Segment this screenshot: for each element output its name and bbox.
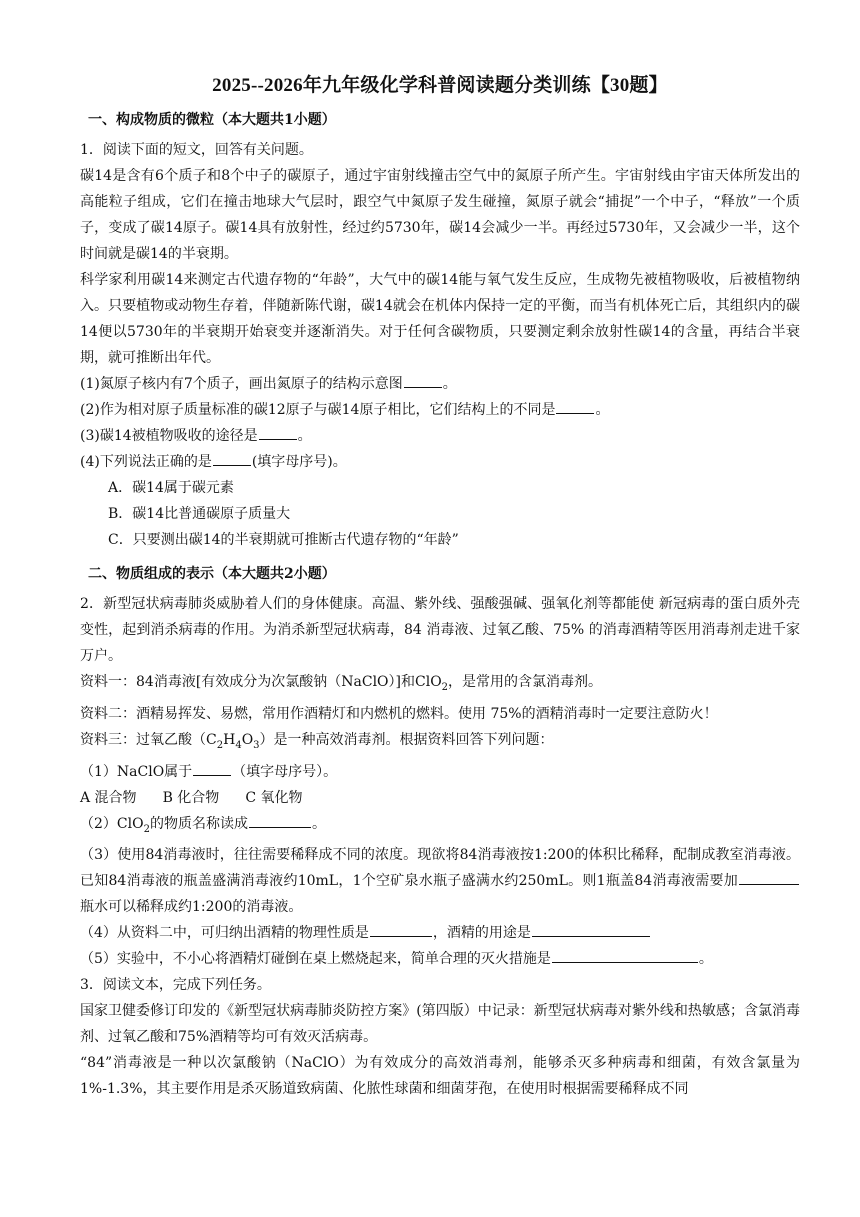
question-3-paragraph-1: 国家卫健委修订印发的《新型冠状病毒肺炎防控方案》(第四版）中记录：新型冠状病毒对紫外线和热敏感；含氯消毒剂、过氧乙酸和75%酒精等均可有效灭活病毒。	[80, 1003, 800, 1046]
answer-blank[interactable]	[213, 451, 251, 466]
subscript: 4	[235, 739, 242, 751]
question-2-1-tail: （填字母序号）。	[232, 763, 338, 780]
section-heading-1: 一、构成物质的微粒（本大题共1小题）	[88, 112, 336, 128]
period: 。	[297, 428, 312, 444]
question-1-4-text: (4)下列说法正确的是	[80, 454, 212, 470]
period: 。	[698, 951, 713, 968]
document-page	[80, 70, 800, 1102]
question-2-intro: 2．新型冠状病毒肺炎威胁着人们的身体健康。高温、紫外线、强酸强碱、强氧化剂等都能使 新冠病毒的蛋白质外壳变性，起到消杀病毒的作用。为消杀新型冠状病毒，84 消毒液、过氧乙酸、75% 的消毒酒精等医用消毒剂走进千家万户。	[80, 596, 800, 664]
question-1-1	[80, 371, 800, 397]
question-3-intro: 3．阅读文本，完成下列任务。	[80, 977, 271, 994]
question-1-intro: 1．阅读下面的短文，回答有关问题。	[80, 142, 313, 158]
question-2-2-text: （2）ClO	[80, 815, 144, 832]
formula-h: H	[223, 731, 236, 748]
formula-o: O	[241, 731, 254, 748]
option-a: A．碳14属于碳元素	[108, 480, 234, 496]
passage-paragraph-2: 科学家利用碳14来测定古代遗存物的“年龄”，大气中的碳14能与氧气发生反应，生成物先被植物吸收，后被植物纳入。只要植物或动物生存着，伴随新陈代谢，碳14就会在机体内保持一定的平衡，而当有机体死亡后，其组织内的碳14便以5730年的半衰期开始衰变并逐渐消失。对于任何含碳物质，只要测定剩余放射性碳14的含量，再结合半衰期，就可推断出年代。	[80, 272, 800, 366]
answer-blank[interactable]	[370, 922, 432, 937]
question-1-2	[80, 397, 800, 423]
question-2-1	[80, 759, 800, 785]
document-title: 2025--2026年九年级化学科普阅读题分类训练【30题】	[212, 75, 668, 96]
question-2-2	[80, 811, 800, 843]
option-c: C．只要测出碳14的半衰期就可推断古代遗存物的“年龄”	[108, 532, 459, 548]
answer-blank[interactable]	[556, 399, 594, 414]
answer-blank[interactable]	[259, 425, 297, 440]
question-1-4-tail: (填字母序号)。	[251, 454, 347, 470]
question-2-2-text-b: 的物质名称读成	[149, 815, 248, 832]
subscript: 2	[216, 739, 224, 751]
question-3-paragraph-2: “84”消毒液是一种以次氯酸钠（NaClO）为有效成分的高效消毒剂，能够杀灭多种病毒和细菌，有效含氯量为1%-1.3%，其主要作用是杀灭肠道致病菌、化脓性球菌和细菌芽孢，在使用时根据需要稀释成不同	[80, 1055, 800, 1098]
question-2-3-text: （3）使用84消毒液时，往往需要稀释成不同的浓度。现欲将84消毒液按1:200的体积比稀释，配制成教室消毒液。已知84消毒液的瓶盖盛满消毒液约10mL，1个空矿泉水瓶子盛满水约250mL。则1瓶盖84消毒液需要加	[80, 847, 800, 890]
period: 。	[595, 402, 610, 418]
question-1-3	[80, 423, 800, 449]
reference-1	[80, 669, 800, 701]
section-heading-2: 二、物质组成的表示（本大题共2小题）	[88, 566, 336, 582]
reference-1-tail: ，是常用的含氯消毒剂。	[448, 674, 603, 690]
reference-1-text: 资料一：84消毒液[有效成分为次氯酸钠（NaClO）]和ClO	[80, 674, 442, 690]
answer-blank[interactable]	[193, 761, 231, 776]
choice-row	[80, 785, 800, 811]
subscript: 2	[143, 823, 150, 835]
question-1-4	[80, 449, 800, 475]
passage-paragraph-1: 碳14是含有6个质子和8个中子的碳原子，通过宇宙射线撞击空气中的氮原子所产生。宇宙射线由宇宙天体所发出的高能粒子组成，它们在撞击地球大气层时，跟空气中氮原子发生碰撞，氮原子就会“捕捉”一个中子，“释放”一个质子，变成了碳14原子。碳14具有放射性，经过约5730年，碳14会减少一半。再经过5730年，又会减少一半，这个时间就是碳14的半衰期。	[80, 168, 800, 262]
answer-blank[interactable]	[532, 922, 650, 937]
reference-3-text: 资料三：过氧乙酸（C	[80, 731, 217, 748]
reference-2: 资料二：酒精易挥发、易燃，常用作酒精灯和内燃机的燃料。使用 75%的酒精消毒时一定要注意防火！	[80, 705, 718, 722]
period: 。	[311, 815, 326, 832]
question-1-3-text: (3)碳14被植物吸收的途径是	[80, 428, 258, 444]
reference-3	[80, 727, 800, 759]
subscript: 3	[253, 739, 260, 751]
answer-blank[interactable]	[249, 813, 311, 828]
question-2-4-text: （4）从资料二中，可归纳出酒精的物理性质是	[80, 925, 369, 942]
question-2-5	[80, 946, 800, 972]
question-1-2-text: (2)作为相对原子质量标准的碳12原子与碳14原子相比，它们结构上的不同是	[80, 402, 556, 418]
choice-a: A 混合物	[80, 789, 137, 806]
period: 。	[442, 376, 457, 392]
question-2-4-text-b: ，酒精的用途是	[432, 925, 531, 942]
reference-3-tail: ）是一种高效消毒剂。根据资料回答下列问题：	[259, 731, 554, 748]
subscript: 2	[441, 681, 449, 693]
choice-b: B 化合物	[162, 789, 220, 806]
answer-blank[interactable]	[552, 948, 698, 963]
question-2-4	[80, 920, 800, 946]
question-2-3-tail: 瓶水可以稀释成约1:200的消毒液。	[80, 899, 303, 916]
answer-blank[interactable]	[404, 373, 442, 388]
answer-blank[interactable]	[739, 870, 799, 885]
choice-c: C 氧化物	[245, 789, 303, 806]
question-2-3	[80, 842, 800, 920]
question-1-1-text: (1)氮原子核内有7个质子，画出氮原子的结构示意图	[80, 376, 403, 392]
option-b: B．碳14比普通碳原子质量大	[108, 506, 291, 522]
question-2-1-text: （1）NaClO属于	[80, 763, 193, 780]
question-2-5-text: （5）实验中，不小心将酒精灯碰倒在桌上燃烧起来，简单合理的灭火措施是	[80, 951, 551, 968]
